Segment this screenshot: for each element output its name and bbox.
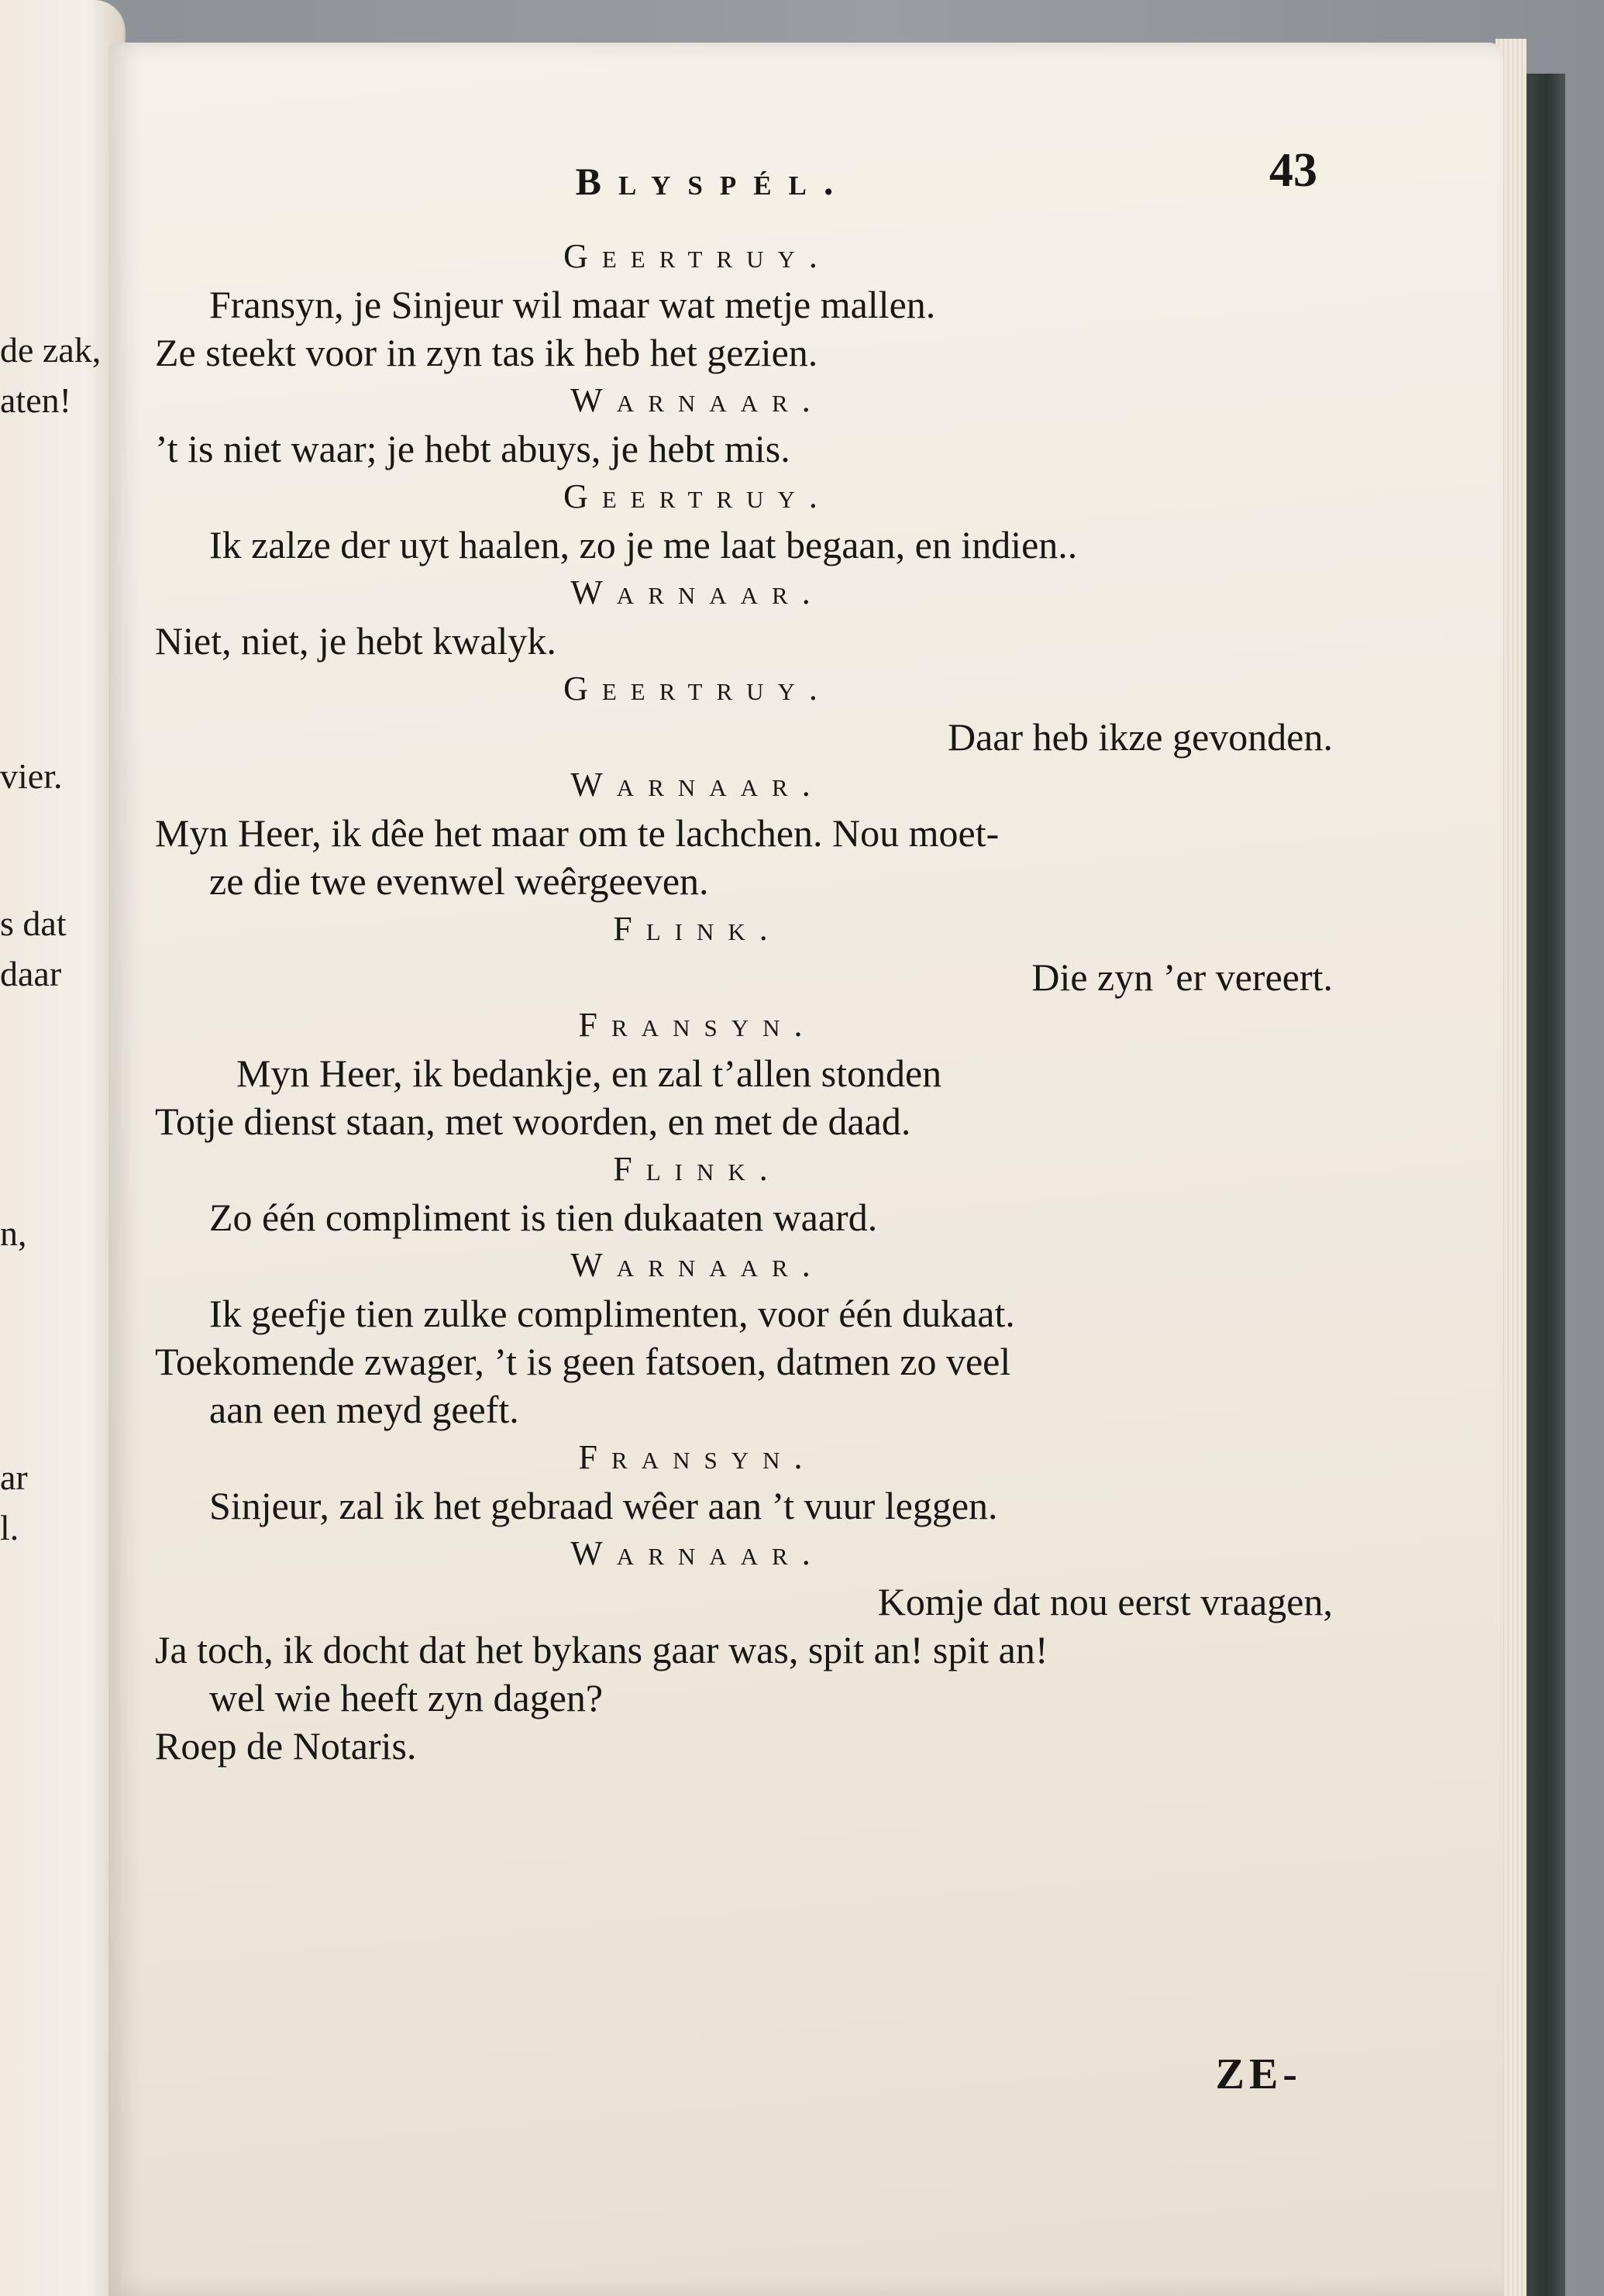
verse-line: Die zyn ’er vereert. (1031, 955, 1333, 999)
speaker-name: Warnaar. (570, 381, 824, 419)
verse-line: Ze steekt voor in zyn tas ik heb het gezien. (155, 331, 818, 374)
verse-line: aan een meyd geeft. (209, 1388, 519, 1431)
left-page-text: n, (0, 1213, 27, 1253)
verse-line: Ik zalze der uyt haalen, zo je me laat begaan, en indien.. (209, 523, 1078, 566)
verse-line: Roep de Notaris. (155, 1724, 417, 1768)
verse-line: Sinjeur, zal ik het gebraad wêer aan ’t vuur leggen. (209, 1484, 998, 1527)
left-page-text: vier. (0, 756, 63, 796)
verse-line: Zo één compliment is tien dukaaten waard. (209, 1196, 878, 1239)
speaker-name: Warnaar. (570, 766, 824, 804)
catchword: ZE- (1215, 2050, 1302, 2098)
verse-line: Myn Heer, ik dêe het maar om te lachchen. Nou moet- (155, 811, 1000, 855)
speaker-name: Geertruy. (563, 237, 831, 275)
speaker-name: Warnaar. (570, 1246, 824, 1284)
verse-line: Ik geefje tien zulke complimenten, voor één dukaat. (209, 1292, 1015, 1335)
page-number: 43 (1269, 144, 1317, 197)
speaker-name: Flink. (613, 910, 782, 948)
verse-line: ’t is niet waar; je hebt abuys, je hebt mis. (155, 427, 790, 470)
running-head (155, 144, 1348, 229)
speaker-name: Warnaar. (570, 573, 824, 611)
speaker-name: Fransyn. (578, 1438, 817, 1476)
left-page-text: aten! (0, 380, 71, 420)
verse-line: Totje dienst staan, met woorden, en met de daad. (155, 1100, 911, 1143)
play-text (155, 232, 1348, 1770)
verse-line: Daar heb ikze gevonden. (948, 715, 1333, 759)
speaker-name: Fransyn. (578, 1006, 817, 1044)
book-page (108, 43, 1503, 2296)
speaker-name: Geertruy. (563, 670, 831, 707)
left-page-text: daar (0, 954, 62, 993)
verse-line: Toekomende zwager, ’t is geen fatsoen, datmen zo veel (155, 1340, 1011, 1383)
speaker-name: Flink. (613, 1150, 782, 1188)
left-page-text: ar (0, 1458, 28, 1497)
verse-line: Komje dat nou eerst vraagen, (877, 1580, 1333, 1623)
verse-line: Niet, niet, je hebt kwalyk. (155, 619, 556, 663)
verse-line: wel wie heeft zyn dagen? (209, 1676, 604, 1719)
running-title: Blyspél. (575, 160, 851, 203)
verse-line: Fransyn, je Sinjeur wil maar wat metje mallen. (209, 283, 936, 326)
verse-line: Myn Heer, ik bedankje, en zal t’allen stonden (236, 1052, 942, 1095)
speaker-name: Warnaar. (570, 1534, 824, 1572)
left-page-text: s dat (0, 904, 67, 943)
left-page-text: l. (0, 1508, 19, 1547)
speaker-name: Geertruy. (563, 477, 831, 515)
previous-page-fragment (0, 0, 126, 2296)
left-page-text: de zak, (0, 330, 102, 370)
verse-line: ze die twe evenwel weêrgeeven. (209, 859, 709, 903)
verse-line: Ja toch, ik docht dat het bykans gaar was, spit an! spit an! (155, 1628, 1048, 1671)
